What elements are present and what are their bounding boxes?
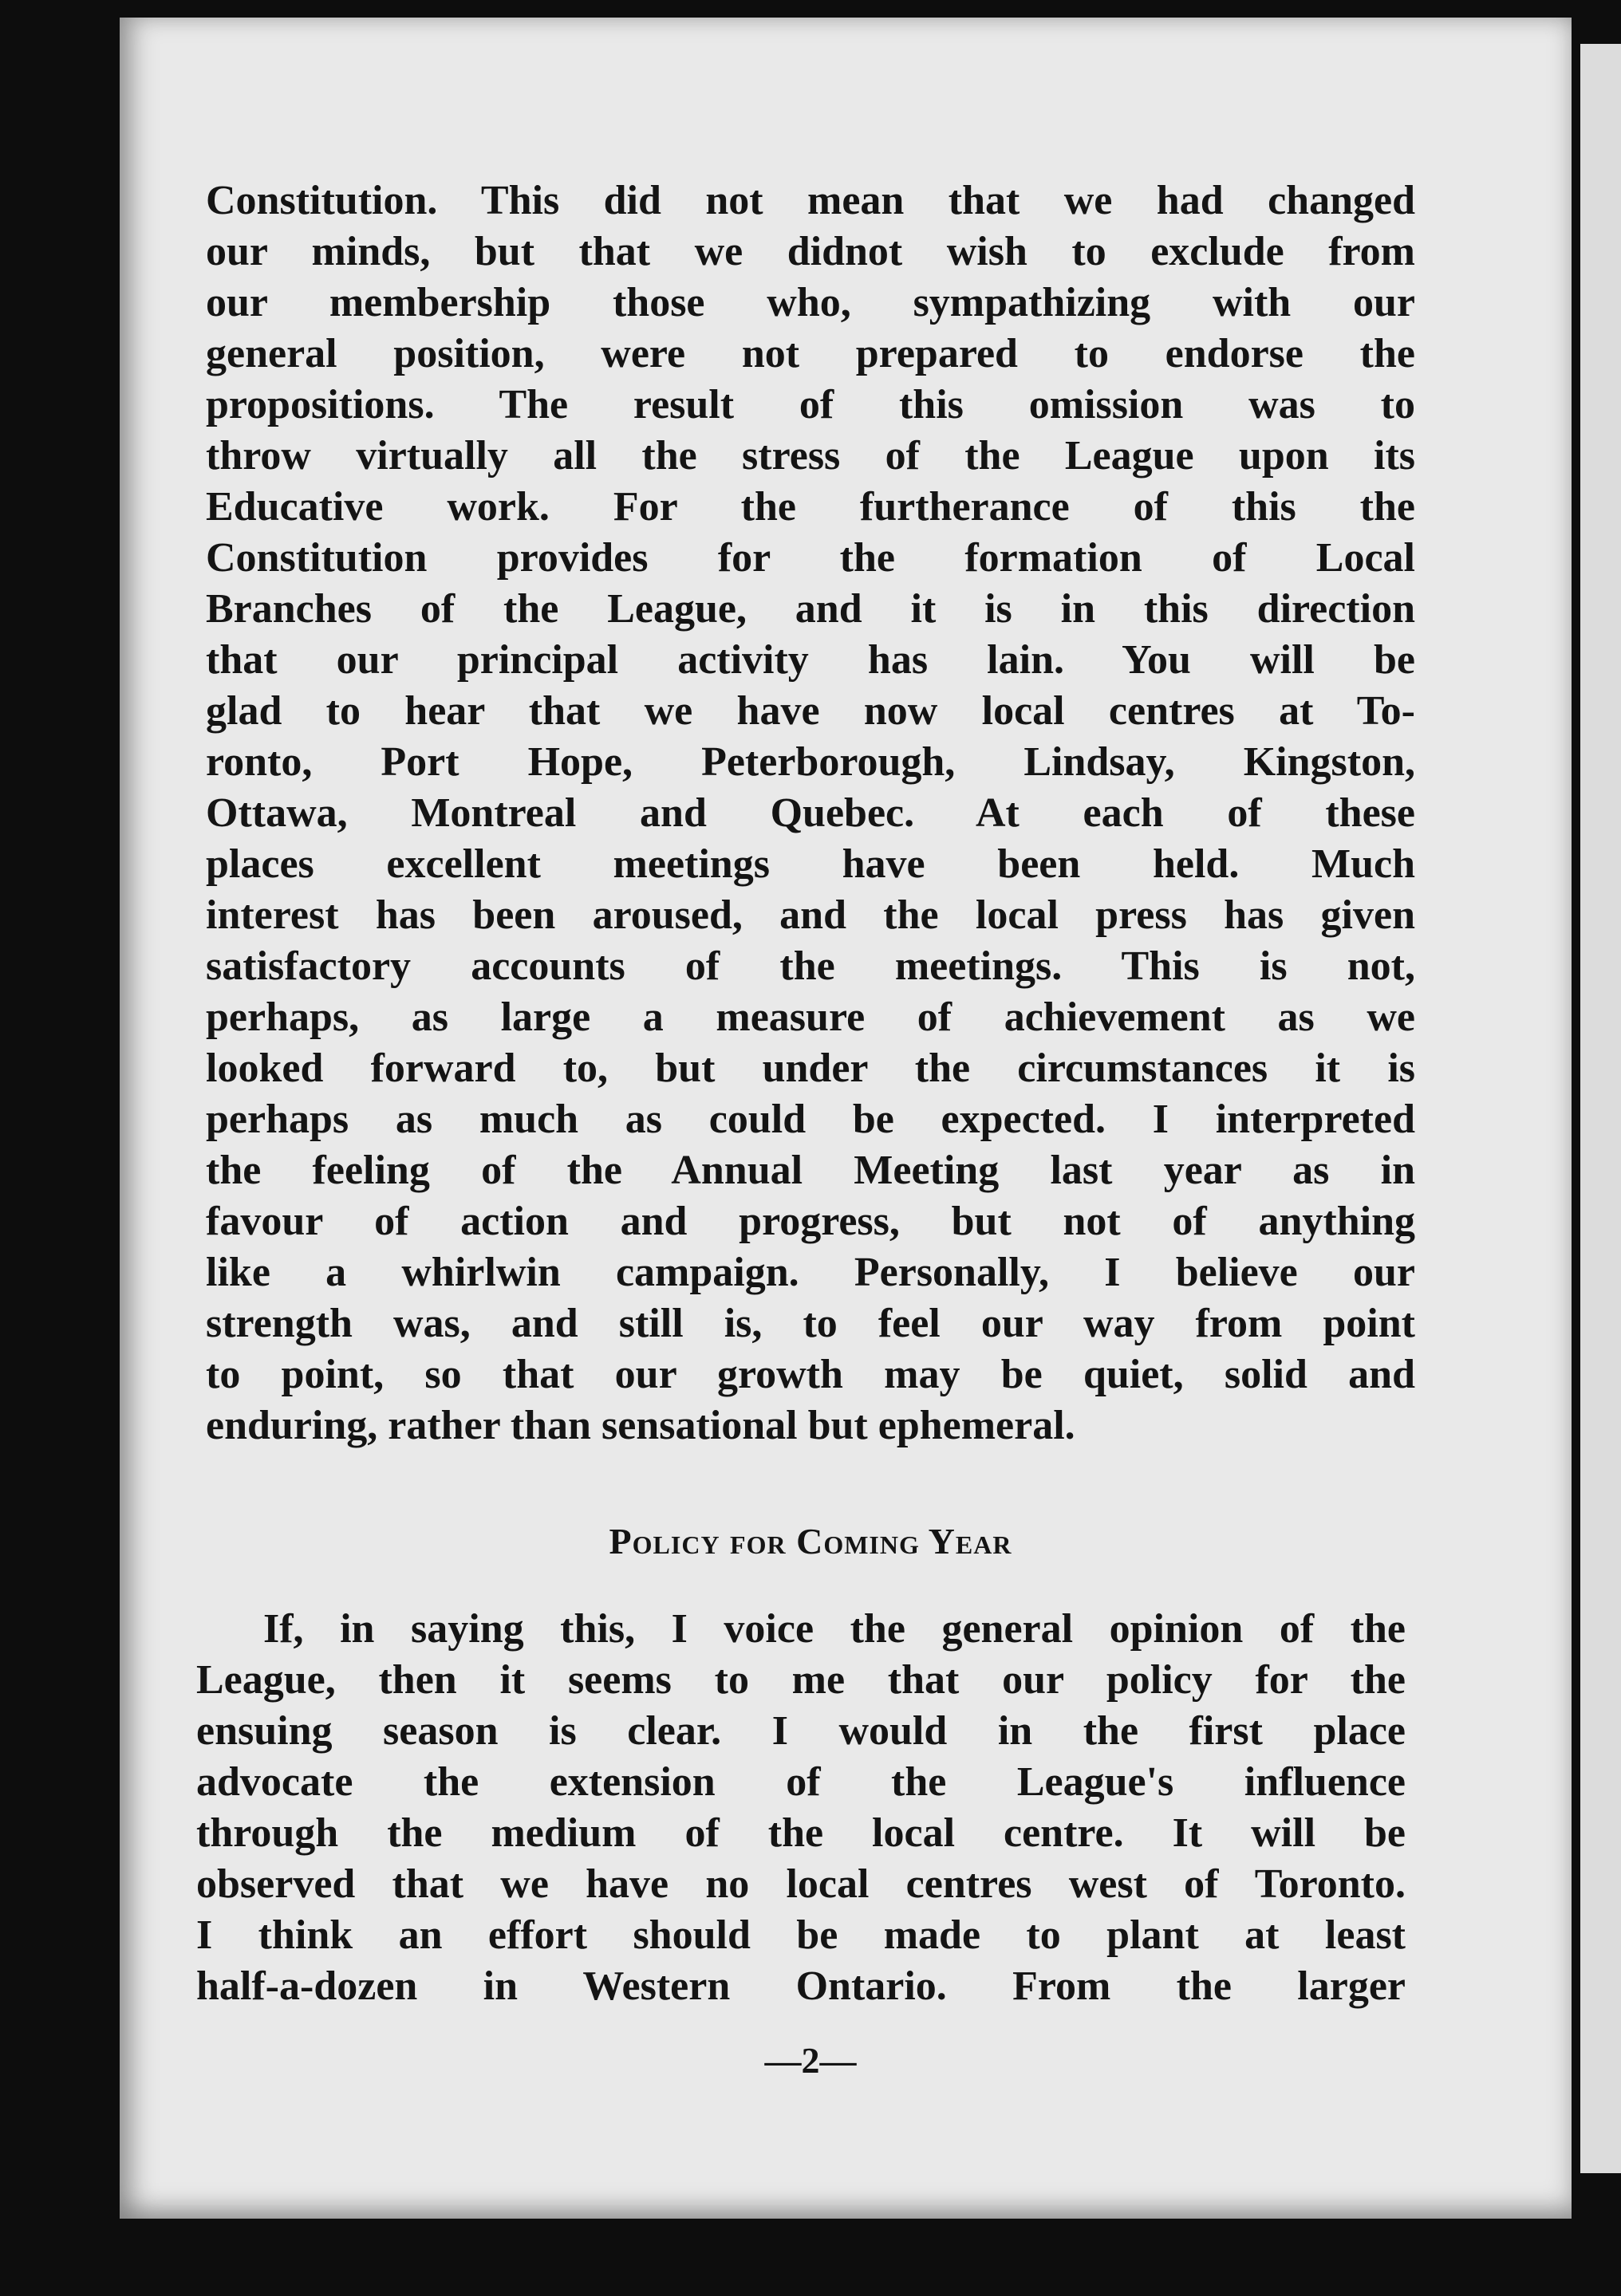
text-line: the feeling of the Annual Meeting last year as in bbox=[206, 1148, 1415, 1193]
text-line: half-a-dozen in Western Ontario. From the larger bbox=[196, 1963, 1406, 2009]
text-line: perhaps as much as could be expected. I interpreted bbox=[206, 1097, 1415, 1142]
text-line: our membership those who, sympathizing with our bbox=[206, 280, 1415, 325]
text-line: propositions. The result of this omission was to bbox=[206, 382, 1415, 427]
text-line: favour of action and progress, but not of anything bbox=[206, 1199, 1415, 1244]
paragraph-2 bbox=[196, 1604, 1406, 2012]
section-heading: Policy for Coming Year bbox=[609, 1521, 1012, 1562]
text-line: our minds, but that we didnot wish to exclude from bbox=[206, 229, 1415, 274]
text-line: observed that we have no local centres west of Toronto. bbox=[196, 1861, 1406, 1907]
text-line: enduring, rather than sensational but ephemeral. bbox=[206, 1403, 1075, 1448]
page-number: —2— bbox=[764, 2040, 857, 2081]
text-line: Educative work. For the furtherance of this the bbox=[206, 484, 1415, 530]
text-line: League, then it seems to me that our policy for the bbox=[196, 1657, 1406, 1703]
text-line: Branches of the League, and it is in this direction bbox=[206, 586, 1415, 632]
text-line: interest has been aroused, and the local press has given bbox=[206, 892, 1415, 938]
text-line: looked forward to, but under the circumstances it is bbox=[206, 1046, 1415, 1091]
text-line: advocate the extension of the League's influence bbox=[196, 1759, 1406, 1805]
text-line: strength was, and still is, to feel our way from point bbox=[206, 1301, 1415, 1346]
text-line: Constitution. This did not mean that we had changed bbox=[206, 178, 1415, 223]
paragraph-1 bbox=[206, 175, 1415, 1451]
text-line: Constitution provides for the formation of Local bbox=[206, 535, 1415, 581]
text-line: I think an effort should be made to plant at least bbox=[196, 1912, 1406, 1958]
facing-page-edge bbox=[1576, 44, 1621, 2173]
text-line: places excellent meetings have been held. Much bbox=[206, 841, 1415, 887]
text-line: satisfactory accounts of the meetings. This is not, bbox=[206, 943, 1415, 989]
text-line: that our principal activity has lain. You will be bbox=[206, 637, 1415, 683]
text-line: general position, were not prepared to endorse the bbox=[206, 331, 1415, 376]
text-line: to point, so that our growth may be quiet, solid and bbox=[206, 1352, 1415, 1397]
text-line: Ottawa, Montreal and Quebec. At each of these bbox=[206, 790, 1415, 836]
text-line: If, in saying this, I voice the general opinion of the bbox=[263, 1606, 1406, 1652]
text-line: ensuing season is clear. I would in the first place bbox=[196, 1708, 1406, 1754]
text-line: through the medium of the local centre. It will be bbox=[196, 1810, 1406, 1856]
text-line: ronto, Port Hope, Peterborough, Lindsay, Kingston, bbox=[206, 739, 1415, 785]
text-line: glad to hear that we have now local centres at To- bbox=[206, 688, 1415, 734]
text-line: perhaps, as large a measure of achievement as we bbox=[206, 994, 1415, 1040]
text-line: like a whirlwin campaign. Personally, I believe our bbox=[206, 1250, 1415, 1295]
text-line: throw virtually all the stress of the League upon its bbox=[206, 433, 1415, 478]
